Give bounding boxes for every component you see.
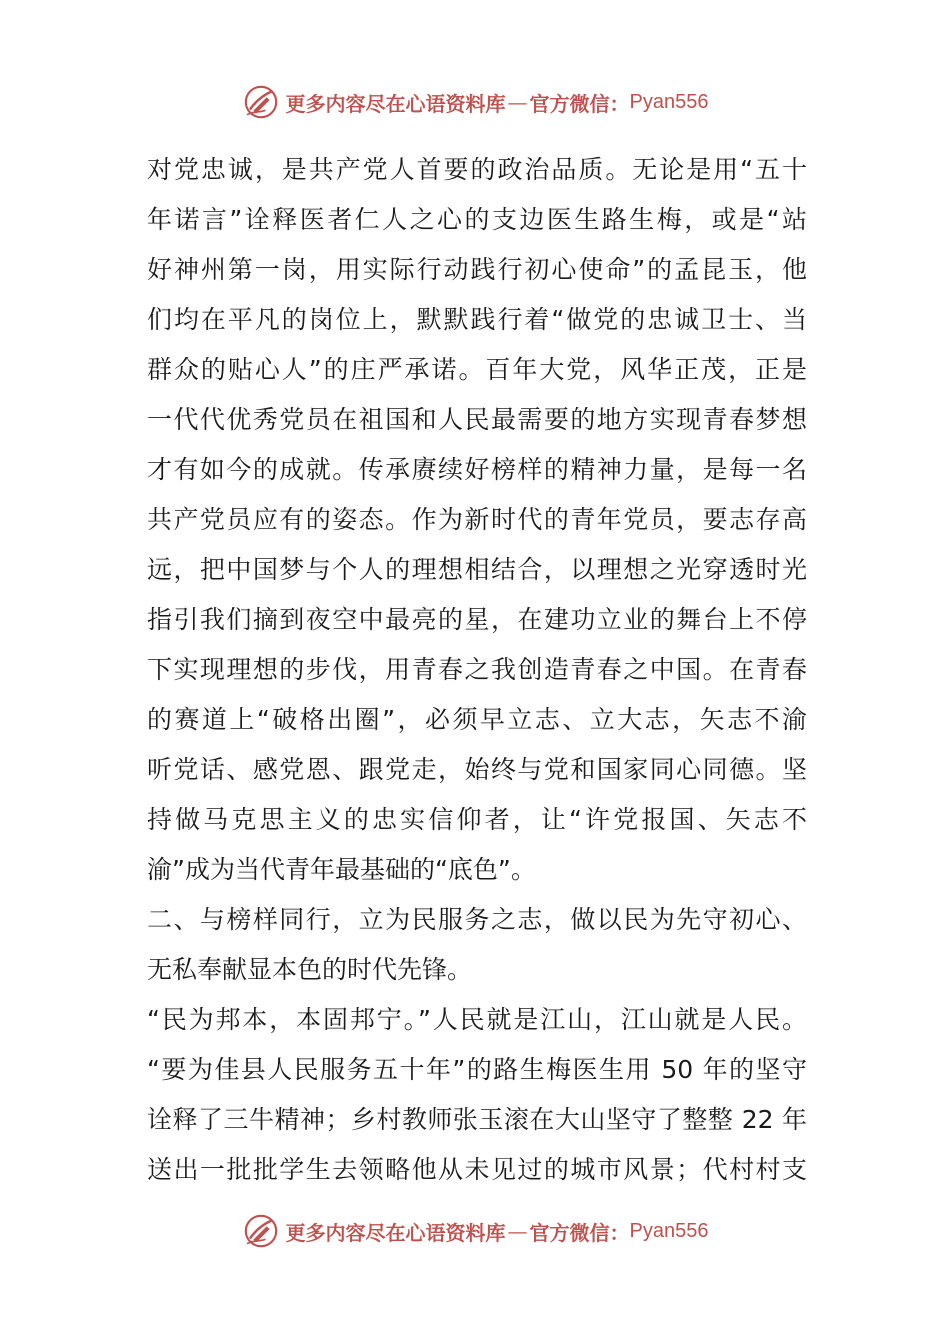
body-line: “要为佳县人民服务五十年”的路生梅医生用 50 年的坚守 [147,1055,807,1084]
watermark-wechat-label: 官方微信： [529,91,630,116]
body-line: 对党忠诚，是共产党人首要的政治品质。无论是用“五十 [147,155,807,184]
body-line: 群众的贴心人”的庄严承诺。百年大党，风华正茂，正是 [147,355,807,384]
body-line: 持做马克思主义的忠实信仰者，让“许党报国、矢志不 [147,805,807,834]
section-heading-line: 无私奉献显本色的时代先锋。 [147,955,473,984]
body-line: 年诺言”诠释医者仁人之心的支边医生路生梅，或是“站 [147,205,807,234]
body-line: 指引我们摘到夜空中最亮的星，在建功立业的舞台上不停 [147,605,807,634]
watermark-separator: — [507,90,528,114]
pen-seal-logo-icon [242,1212,280,1250]
watermark-wechat-label: 官方微信： [529,1220,630,1245]
body-line: 渝”成为当代青年最基础的“底色”。 [147,855,536,884]
watermark-wechat-id: Pyan556 [629,90,709,113]
body-line: “民为邦本，本固邦宁。”人民就是江山，江山就是人民。 [147,1005,807,1034]
pen-seal-logo-icon [242,83,280,121]
body-line: 一代代优秀党员在祖国和人民最需要的地方实现青春梦想 [147,405,807,434]
body-line: 听党话、感党恩、跟党走，始终与党和国家同心同德。坚 [147,755,807,784]
watermark-separator: — [507,1219,528,1243]
footer-watermark [0,1211,950,1251]
body-line: 下实现理想的步伐，用青春之我创造青春之中国。在青春 [147,655,807,684]
header-watermark [0,82,950,122]
watermark-wechat-id: Pyan556 [629,1219,709,1242]
body-line: 诠释了三牛精神；乡村教师张玉滚在大山坚守了整整 22 年 [147,1105,807,1134]
watermark-text: 更多内容尽在心语资料库 [285,1220,506,1245]
body-line: 的赛道上“破格出圈”，必须早立志、立大志，矢志不渝 [147,705,807,734]
body-line: 共产党员应有的姿态。作为新时代的青年党员，要志存高 [147,505,807,534]
watermark-text: 更多内容尽在心语资料库 [285,91,506,116]
body-line: 好神州第一岗，用实际行动践行初心使命”的孟昆玉，他 [147,255,807,284]
document-body [147,145,807,1195]
body-line: 才有如今的成就。传承赓续好榜样的精神力量，是每一名 [147,455,807,484]
section-heading-line: 二、与榜样同行，立为民服务之志，做以民为先守初心、 [147,905,807,934]
body-line: 远，把中国梦与个人的理想相结合，以理想之光穿透时光 [147,555,807,584]
body-line: 们均在平凡的岗位上，默默践行着“做党的忠诚卫士、当 [147,305,807,334]
body-line: 送出一批批学生去领略他从未见过的城市风景；代村村支 [147,1155,807,1184]
